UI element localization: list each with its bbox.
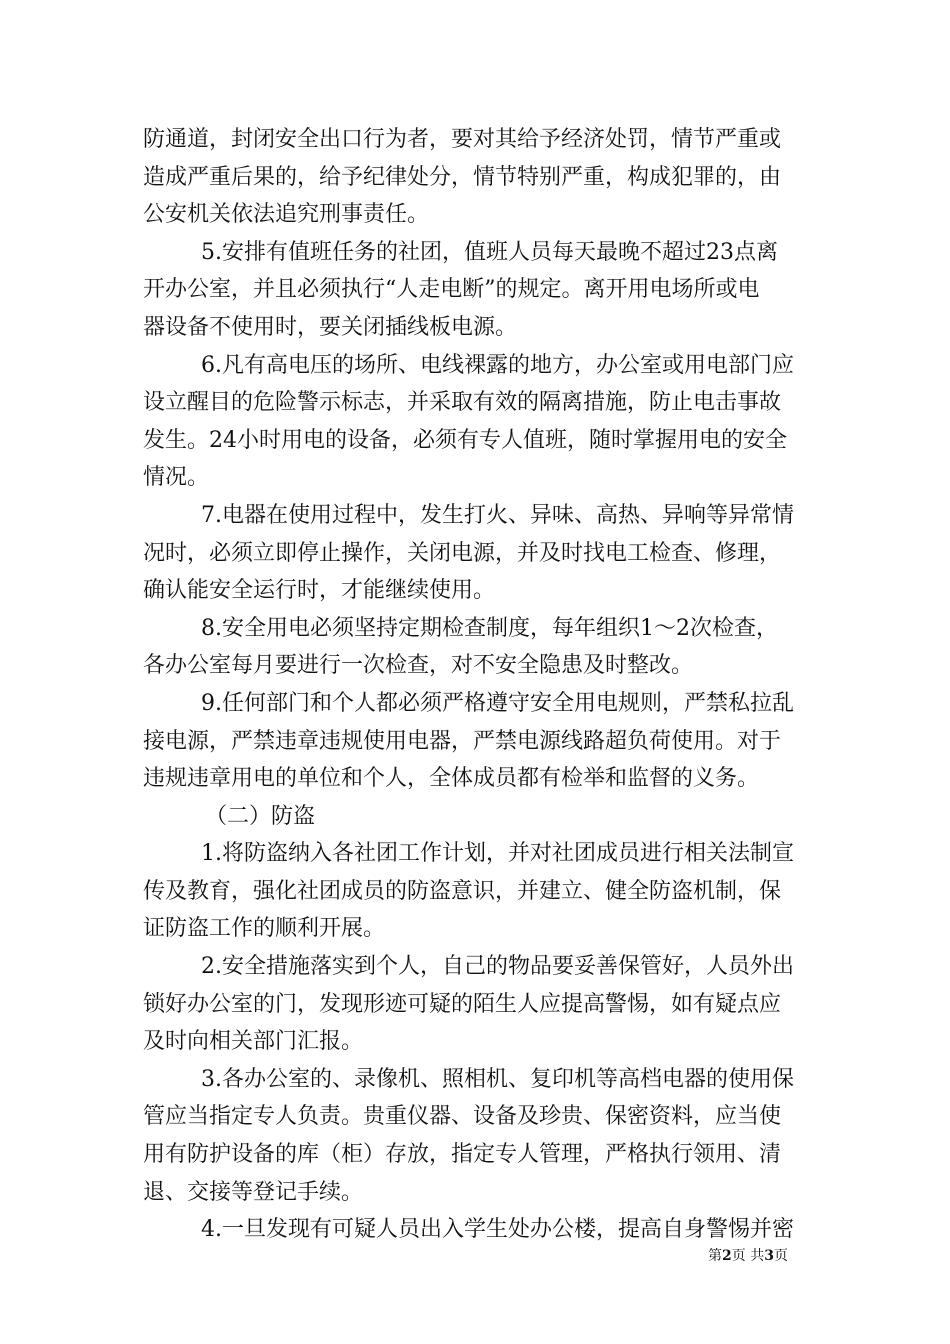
- paragraph-start: 7.电器在使用过程中，发生打火、异味、高热、异响等异常情: [201, 502, 794, 528]
- page-number-suffix: 页: [773, 1248, 788, 1264]
- text-line: 防通道，封闭安全出口行为者，要对其给予经济处罚，情节严重或: [143, 127, 782, 152]
- paragraph-start: 2.安全措施落实到个人，自己的物品要妥善保管好，人员外出: [201, 954, 794, 980]
- paragraph-start: 8.安全用电必须坚持定期检查制度，每年组织1～2次检查，: [201, 615, 778, 641]
- paragraph-start: 5.安排有值班任务的社团，值班人员每天最晚不超过23点离: [201, 239, 778, 265]
- text-line: 开办公室，并且必须执行“人走电断”的规定。离开用电场所或电: [143, 277, 760, 303]
- text-line: 器设备不使用时，要关闭插线板电源。: [143, 314, 518, 340]
- paragraph-start: 6.凡有高电压的场所、电线裸露的地方，办公室或用电部门应: [201, 352, 794, 378]
- current-page: 2: [722, 1248, 732, 1264]
- text-line: 接电源，严禁违章违规使用电器，严禁电源线路超负荷使用。对于: [143, 728, 782, 754]
- text-line: 发生。24小时用电的设备，必须有专人值班，随时掌握用电的安全: [143, 427, 787, 453]
- paragraph-start: 3.各办公室的、录像机、照相机、复印机等高档电器的使用保: [201, 1066, 794, 1092]
- paragraph-start: 4.一旦发现有可疑人员出入学生处办公楼，提高自身警惕并密: [201, 1217, 794, 1243]
- text-line: 确认能安全运行时，才能继续使用。: [143, 578, 496, 604]
- text-line: 况时，必须立即停止操作，关闭电源，并及时找电工检查、修理，: [143, 540, 782, 566]
- total-pages: 3: [764, 1248, 774, 1264]
- text-line: 造成严重后果的，给予纪律处分，情节特别严重，构成犯罪的，由: [143, 164, 782, 190]
- text-line: 违规违章用电的单位和个人，全体成员都有检举和监督的义务。: [143, 766, 760, 792]
- text-line: 传及教育，强化社团成员的防盗意识，并建立、健全防盗机制，保: [143, 878, 782, 904]
- text-line: 设立醒目的危险警示标志，并采取有效的隔离措施，防止电击事故: [143, 390, 782, 416]
- page-number-prefix: 第: [708, 1248, 722, 1264]
- paragraph-start: 9.任何部门和个人都必须严格遵守安全用电规则，严禁私拉乱: [201, 690, 794, 716]
- text-line: 情况。: [143, 465, 210, 491]
- text-line: 锁好办公室的门，发现形迹可疑的陌生人应提高警惕，如有疑点应: [143, 991, 782, 1017]
- page-number-middle: 页 共: [731, 1248, 765, 1264]
- page-number: [708, 1247, 828, 1265]
- text-line: 及时向相关部门汇报。: [143, 1029, 364, 1055]
- text-line: 管应当指定专人负责。贵重仪器、设备及珍贵、保密资料，应当使: [143, 1104, 782, 1130]
- text-line: 各办公室每月要进行一次检查，对不安全隐患及时整改。: [143, 653, 694, 679]
- section-heading: （二）防盗: [205, 803, 316, 829]
- text-line: 公安机关依法追究刑事责任。: [143, 202, 430, 228]
- paragraph-start: 1.将防盗纳入各社团工作计划，并对社团成员进行相关法制宣: [201, 841, 794, 867]
- text-line: 用有防护设备的库（柜）存放，指定专人管理，严格执行领用、清: [143, 1142, 782, 1168]
- text-line: 证防盗工作的顺利开展。: [143, 916, 386, 942]
- document-body: [143, 121, 808, 1249]
- text-line: 退、交接等登记手续。: [143, 1179, 364, 1205]
